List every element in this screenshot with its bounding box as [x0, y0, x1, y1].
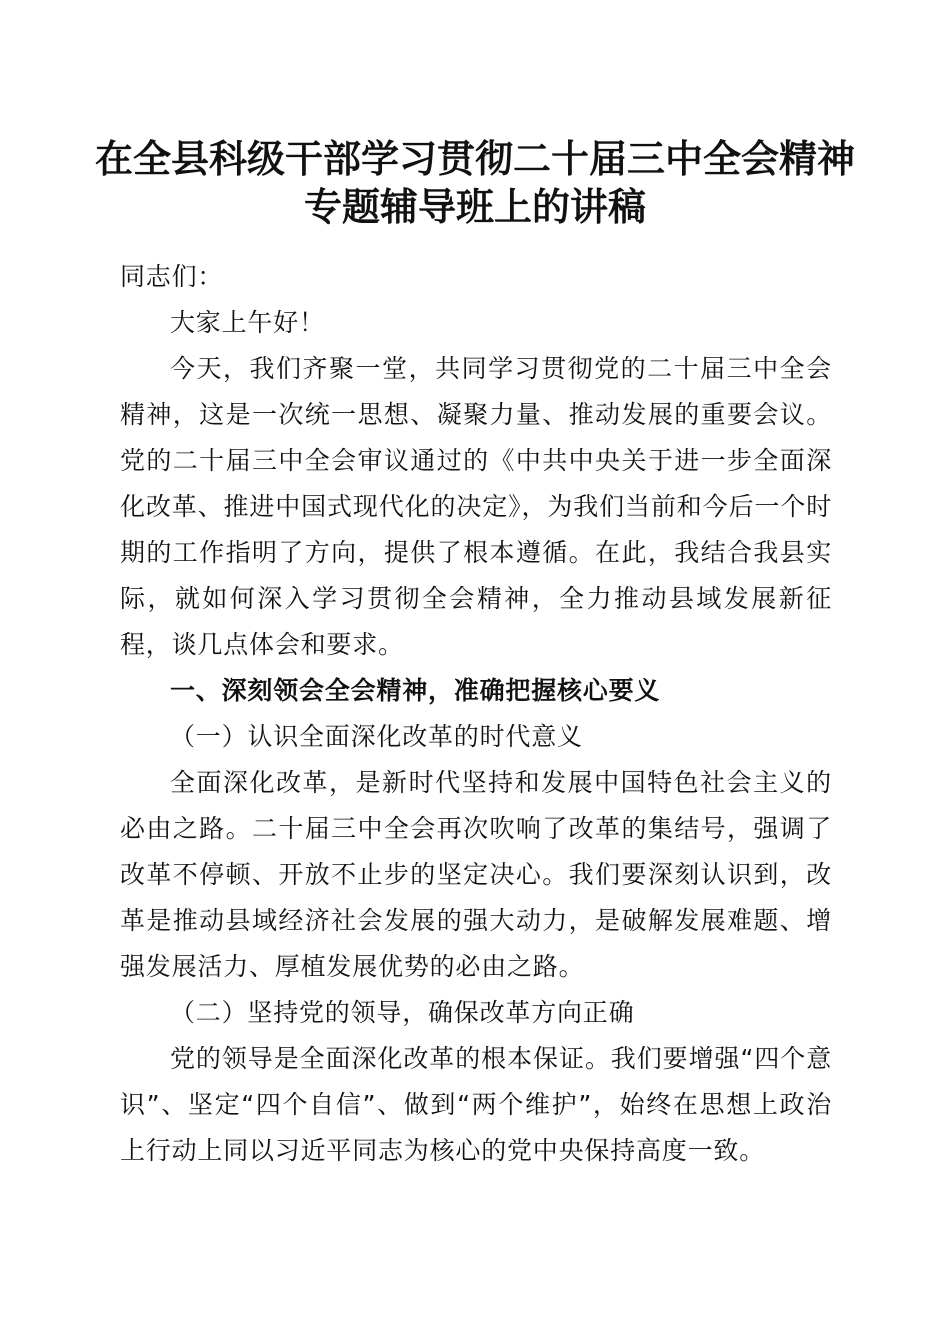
document-body [120, 254, 832, 1174]
section1-heading: 一、深刻领会全会精神，准确把握核心要义 [170, 676, 661, 705]
subsection1-heading: （一）认识全面深化改革的时代意义 [170, 722, 583, 751]
intro-paragraph: 今天，我们齐聚一堂，共同学习贯彻党的二十届三中全会精神，这是一次统一思想、凝聚力量、推动发展的重要会议。党的二十届三中全会审议通过的《中共中央关于进一步全面深化改革、推进中国式现代化的决定》，为我们当前和今后一个时期的工作指明了方向，提供了根本遵循。在此，我结合我县实际，就如何深入学习贯彻全会精神，全力推动县域发展新征程，谈几点体会和要求。 [120, 354, 832, 659]
subsection2-paragraph: 党的领导是全面深化改革的根本保证。我们要增强“四个意识”、坚定“四个自信”、做到“两个维护”，始终在思想上政治上行动上同以习近平同志为核心的党中央保持高度一致。 [120, 1044, 832, 1165]
subsection2-heading: （二）坚持党的领导，确保改革方向正确 [170, 998, 635, 1027]
subsection1-paragraph: 全面深化改革，是新时代坚持和发展中国特色社会主义的必由之路。二十届三中全会再次吹响了改革的集结号，强调了改革不停顿、开放不止步的坚定决心。我们要深刻认识到，改革是推动县域经济社会发展的强大动力，是破解发展难题、增强发展活力、厚植发展优势的必由之路。 [120, 768, 832, 981]
document-title-line2: 专题辅导班上的讲稿 [303, 184, 646, 229]
document-title-line1: 在全县科级干部学习贯彻二十届三中全会精神 [94, 136, 855, 181]
greeting: 大家上午好！ [170, 308, 325, 337]
salutation: 同志们： [120, 262, 224, 291]
